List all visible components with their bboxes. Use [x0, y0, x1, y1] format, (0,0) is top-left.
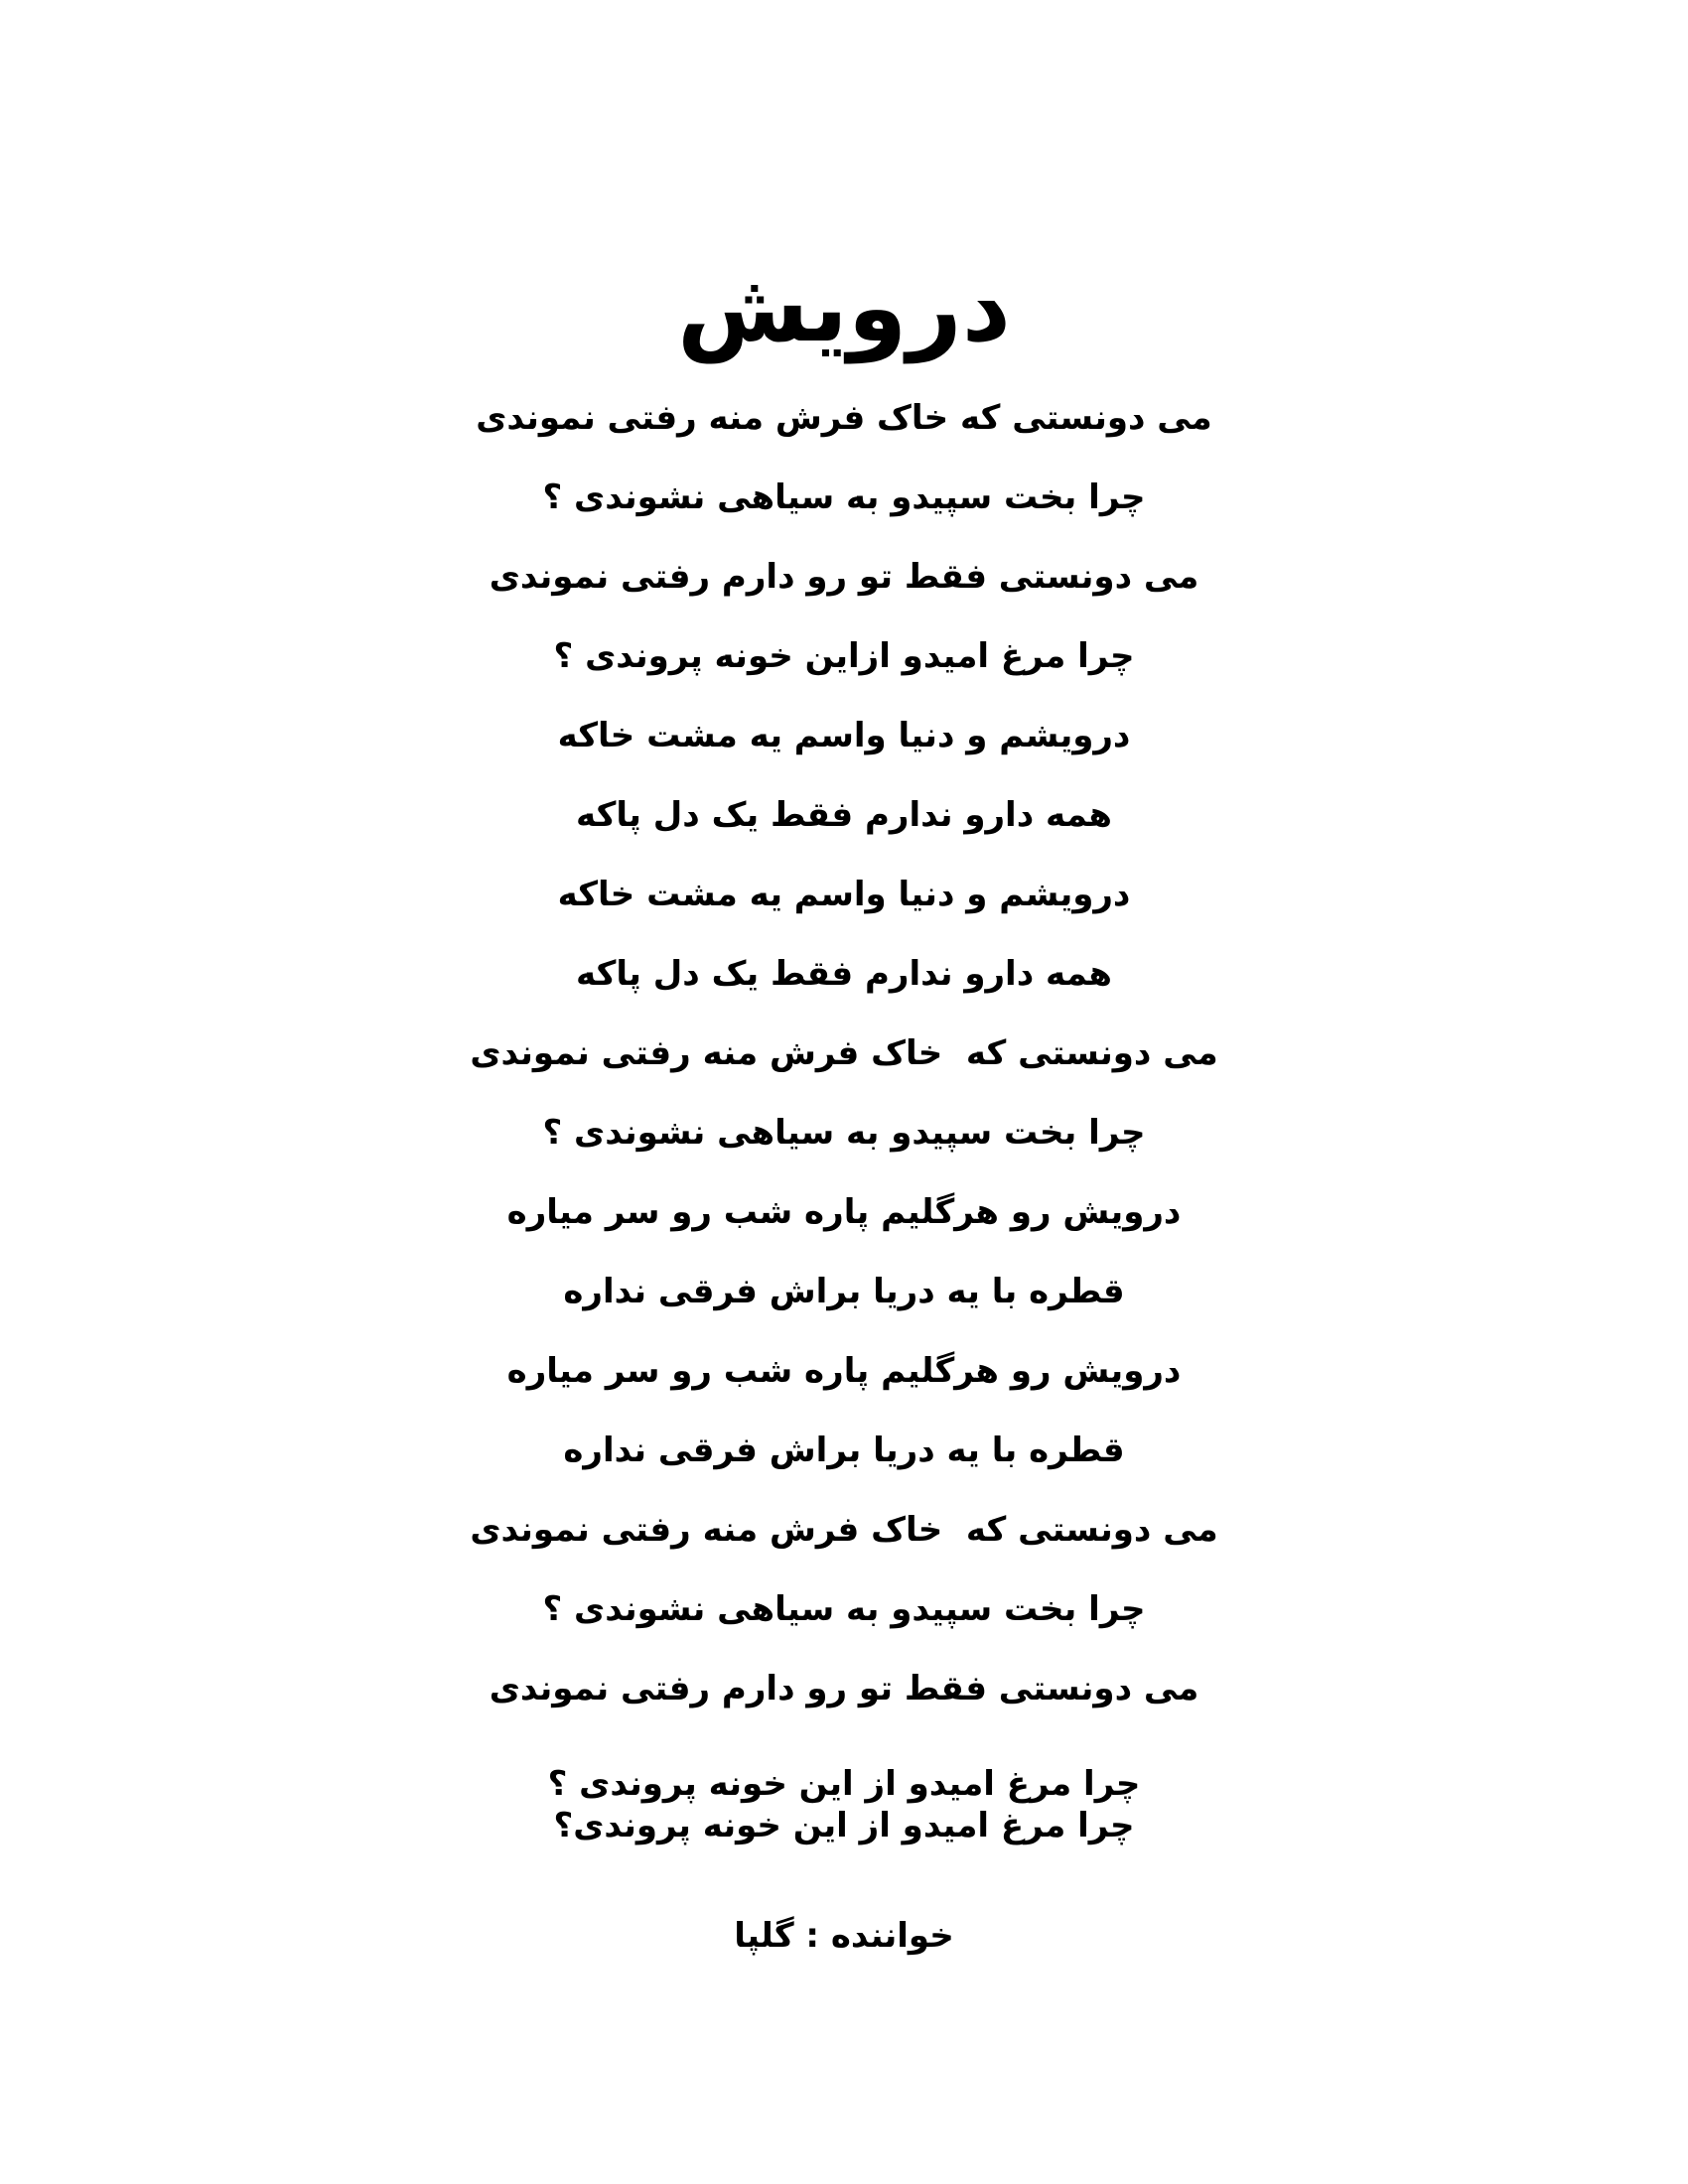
lyric-line: درویش رو هرگلیم پاره شب رو سر میاره	[506, 1192, 1182, 1232]
lyric-line: قطره با یه دریا براش فرقی نداره	[563, 1272, 1125, 1311]
lyrics-block	[0, 391, 1688, 1741]
poem-title: درویش	[677, 252, 1011, 363]
final-lyric-line: چرا مرغ امیدو از این خونه پروندی؟	[553, 1806, 1135, 1845]
final-lyrics-block	[0, 1763, 1688, 1846]
lyric-line: می دونستی فقط تو رو دارم رفتی نموندی	[489, 1669, 1199, 1708]
lyric-line: می دونستی که خاک فرش منه رفتی نموندی	[476, 398, 1212, 438]
lyric-line: می دونستی فقط تو رو دارم رفتی نموندی	[489, 557, 1199, 597]
final-lyric-line: چرا مرغ امیدو از این خونه پروندی ؟	[547, 1764, 1141, 1804]
lyric-line: همه دارو ندارم فقط یک دل پاکه	[576, 954, 1112, 994]
lyric-line: چرا بخت سپیدو به سیاهی نشوندی ؟	[542, 1113, 1146, 1153]
lyric-line: همه دارو ندارم فقط یک دل پاکه	[576, 795, 1112, 835]
lyric-line: قطره با یه دریا براش فرقی نداره	[563, 1431, 1125, 1470]
lyric-line: می دونستی که خاک فرش منه رفتی نموندی	[470, 1510, 1218, 1550]
lyric-line: درویشم و دنیا واسم یه مشت خاکه	[557, 875, 1131, 914]
lyric-line: چرا بخت سپیدو به سیاهی نشوندی ؟	[542, 1589, 1146, 1629]
lyric-line: چرا مرغ امیدو ازاین خونه پروندی ؟	[553, 636, 1135, 676]
lyric-line: درویش رو هرگلیم پاره شب رو سر میاره	[506, 1351, 1182, 1391]
lyric-line: درویشم و دنیا واسم یه مشت خاکه	[557, 716, 1131, 755]
singer-credit: خواننده : گلپا	[734, 1916, 954, 1956]
lyric-line: می دونستی که خاک فرش منه رفتی نموندی	[470, 1033, 1218, 1073]
lyric-line: چرا بخت سپیدو به سیاهی نشوندی ؟	[542, 478, 1146, 517]
